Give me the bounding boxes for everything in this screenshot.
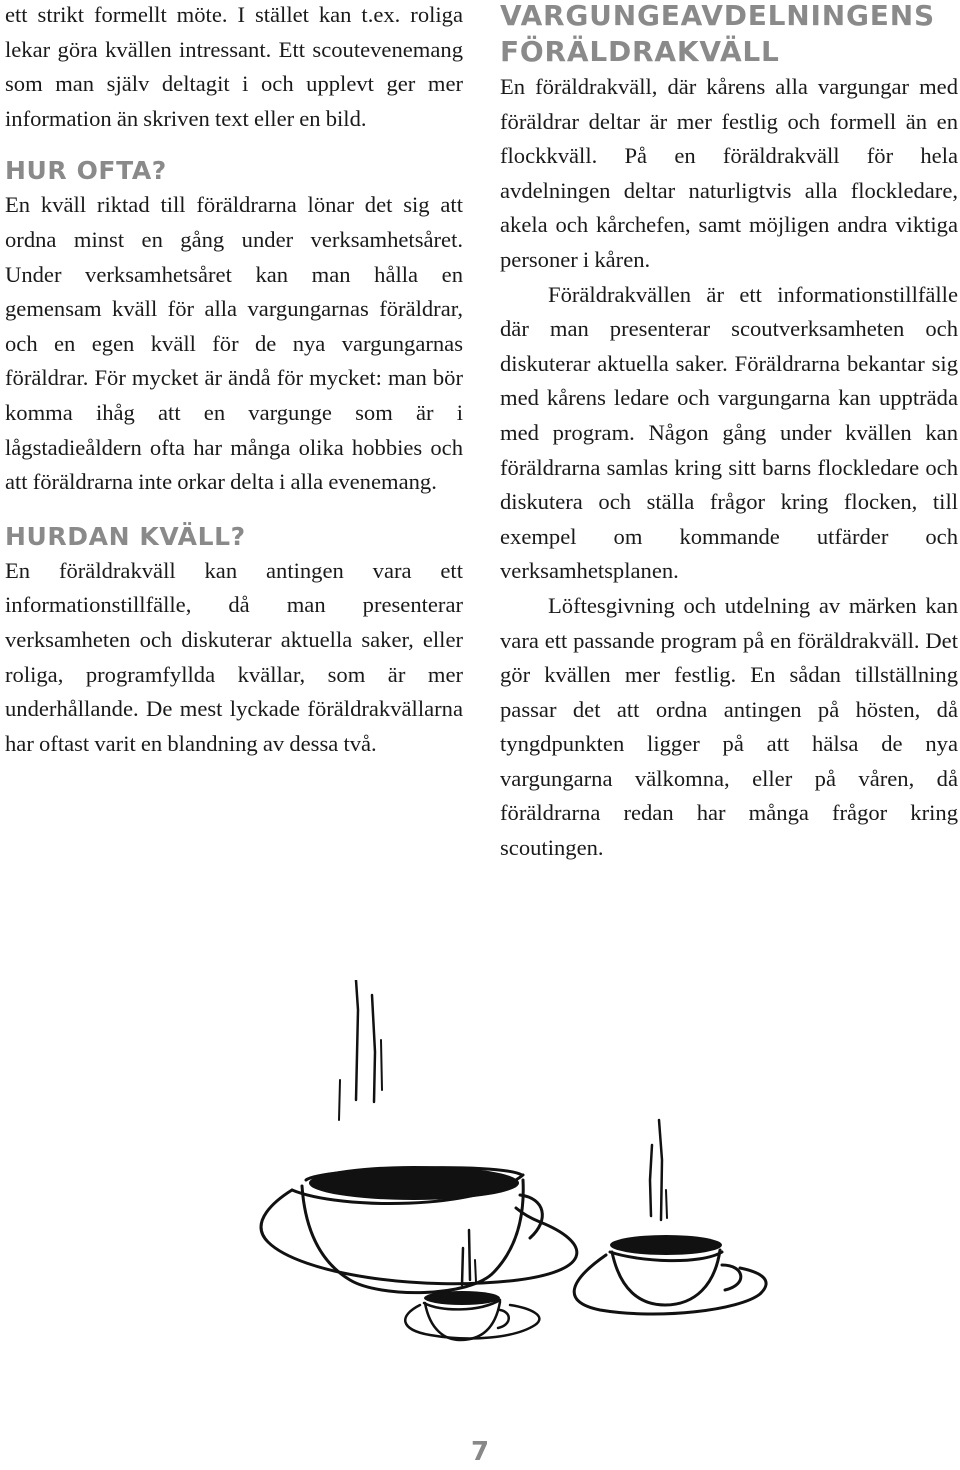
parents-evening-paragraph-2: Föräldrakvällen är ett informationstillfälle där man presenterar scoutverksamheten och diskuterar aktuella saker. Föräldrarna bekantar sig med kårens ledare och vargungarna kan uppträda med program. Någon gång under kvällen kan föräldrarna samlas kring sitt barns flockledare och diskutera och ställa frågor kring flocken, till exempel om kommande utfärder och verksamhetsplanen. <box>500 281 958 584</box>
page-number: 7 <box>470 1437 490 1467</box>
parents-evening-paragraph-1: En föräldrakväll, där kårens alla vargungar med föräldrar deltar är mer festlig och formell än en flockkväll. På en föräldrakväll för hela avdelningen deltar naturligtvis alla flockledare, akela och kårchefen, samt möjligen andra viktiga personer i kåren. <box>500 74 958 272</box>
intro-paragraph: ett strikt formellt möte. I stället kan t.ex. roliga lekar göra kvällen intressant. Ett scoutevenemang som man själv deltagit i och upplevt ger mer information än skriven text eller en bild. <box>5 2 463 131</box>
steaming-coffee-cups-icon <box>0 980 960 1420</box>
right-column <box>500 0 958 866</box>
large-coffee-cup-icon <box>261 980 577 1293</box>
heading-how-often: HUR OFTA? <box>5 156 167 186</box>
heading-parents-evening: VARGUNGEAVDELNINGENS FÖRÄLDRAKVÄLL <box>500 0 935 68</box>
what-kind-paragraph: En föräldrakväll kan antingen vara ett informationstillfälle, då man presenterar verksamheten och diskuterar aktuella saker, eller roliga, programfyllda kvällar, som är mer underhållande. De mest lyckade föräldrakvällarna har oftast varit en blandning av dessa två. <box>5 557 463 756</box>
how-often-paragraph: En kväll riktad till föräldrarna lönar det sig att ordna minst en gång under verksamhetsåret. Under verksamhetsåret kan man hålla en gemensam kväll för alla vargungarnas föräldrar, och en egen kväll för de nya vargungarnas föräldrar. För mycket är ändå för mycket: man bör komma ihåg att en vargunge som är i lågstadieåldern ofta har många olika hobbies och att föräldrarna inte orkar delta i alla evenemang. <box>5 192 463 495</box>
left-column <box>5 0 463 761</box>
heading-what-kind-of-evening: HURDAN KVÄLL? <box>5 521 246 551</box>
parents-evening-paragraph-3: Löftesgivning och utdelning av märken kan vara ett passande program på en föräldrakväll. Det gör kvällen mer festlig. En sådan tillställning passar det att ordna antingen på hösten, då tyngdpunkten ligger på att hälsa de nya vargungarna välkomna, eller på våren, då föräldrarna redan har många frågor kring scoutingen. <box>500 592 958 861</box>
right-coffee-cup-icon <box>574 1120 766 1314</box>
